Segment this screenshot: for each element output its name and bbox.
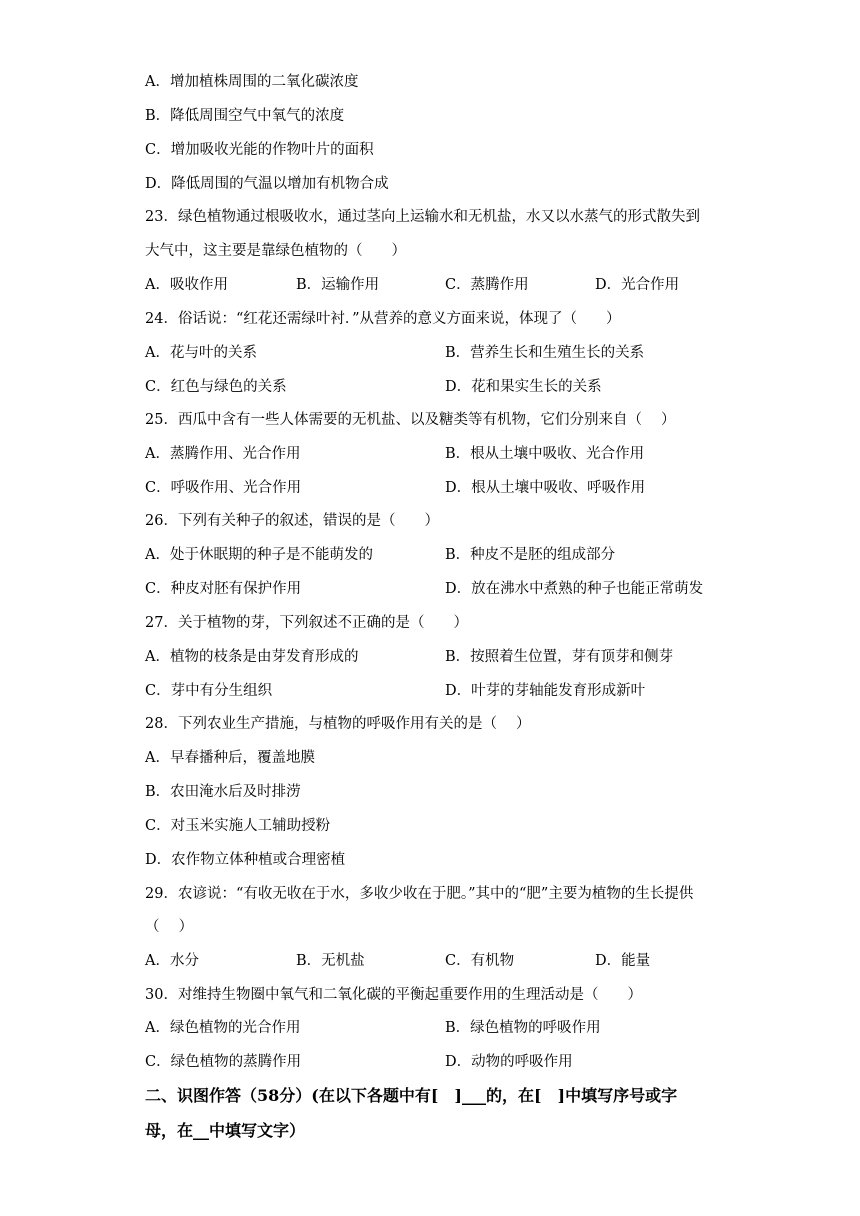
q27-option-c: C．芽中有分生组织 xyxy=(145,683,273,699)
q24-option-d: D．花和果实生长的关系 xyxy=(445,379,602,395)
q22-option-d: D．降低周围的气温以增加有机物合成 xyxy=(145,176,389,192)
section-heading-cont: 母，在__中填写文字） xyxy=(145,1121,306,1140)
question-24-text: 24．俗话说：“红花还需绿叶衬．”从营养的意义方面来说，体现了（ ） xyxy=(145,311,621,327)
question-23-text-cont: 大气中，这主要是靠绿色植物的（ ） xyxy=(145,243,406,259)
question-29-text-cont: （ ） xyxy=(145,919,194,935)
q29-option-a: A．水分 xyxy=(145,953,199,969)
q29-option-b: B．无机盐 xyxy=(296,953,365,969)
question-28-text: 28．下列农业生产措施，与植物的呼吸作用有关的是（ ） xyxy=(145,716,531,732)
q22-option-a: A．增加植株周围的二氧化碳浓度 xyxy=(145,74,359,90)
q22-option-b: B．降低周围空气中氧气的浓度 xyxy=(145,108,345,124)
q26-option-a: A．处于休眠期的种子是不能萌发的 xyxy=(145,547,373,563)
question-27-text: 27．关于植物的芽，下列叙述不正确的是（ ） xyxy=(145,615,468,631)
q30-option-a: A．绿色植物的光合作用 xyxy=(145,1020,301,1036)
q29-option-c: C．有机物 xyxy=(445,953,515,969)
q27-option-a: A．植物的枝条是由芽发育形成的 xyxy=(145,649,359,665)
q22-option-c: C．增加吸收光能的作物叶片的面积 xyxy=(145,142,374,158)
q26-option-b: B．种皮不是胚的组成部分 xyxy=(445,547,616,563)
question-30-text: 30．对维持生物圈中氧气和二氧化碳的平衡起重要作用的生理活动是（ ） xyxy=(145,987,642,1003)
question-25-text: 25．西瓜中含有一些人体需要的无机盐、以及糖类等有机物，它们分别来自（ ） xyxy=(145,412,676,428)
q24-option-c: C．红色与绿色的关系 xyxy=(145,379,287,395)
q30-option-b: B．绿色植物的呼吸作用 xyxy=(445,1020,601,1036)
q27-option-d: D．叶芽的芽轴能发育形成新叶 xyxy=(445,683,646,699)
q30-option-c: C．绿色植物的蒸腾作用 xyxy=(145,1054,302,1070)
q25-option-c: C．呼吸作用、光合作用 xyxy=(145,480,302,496)
question-26-text: 26．下列有关种子的叙述，错误的是（ ） xyxy=(145,513,439,529)
q28-option-b: B．农田淹水后及时排涝 xyxy=(145,784,301,800)
q26-option-c: C．种皮对胚有保护作用 xyxy=(145,581,302,597)
q25-option-b: B．根从土壤中吸收、光合作用 xyxy=(445,446,645,462)
q24-option-a: A．花与叶的关系 xyxy=(145,345,257,361)
q28-option-c: C．对玉米实施人工辅助授粉 xyxy=(145,818,331,834)
question-29-text: 29．农谚说：“有收无收在于水，多收少收在于肥。”其中的“肥”主要为植物的生长提供 xyxy=(145,886,694,902)
section-heading: 二、识图作答（58分）(在以下各题中有[ ]___的，在[ ]中填写序号或字 xyxy=(145,1086,678,1105)
q23-option-b: B．运输作用 xyxy=(296,277,380,293)
q27-option-b: B．按照着生位置，芽有顶芽和侧芽 xyxy=(445,649,674,665)
q29-option-d: D．能量 xyxy=(595,953,651,969)
q25-option-d: D．根从土壤中吸收、呼吸作用 xyxy=(445,480,646,496)
q23-option-d: D．光合作用 xyxy=(595,277,680,293)
q30-option-d: D．动物的呼吸作用 xyxy=(445,1054,573,1070)
question-23-text: 23．绿色植物通过根吸收水，通过茎向上运输水和无机盐，水又以水蒸气的形式散失到 xyxy=(145,209,700,225)
q28-option-d: D．农作物立体种植或合理密植 xyxy=(145,852,346,868)
q28-option-a: A．早春播种后，覆盖地膜 xyxy=(145,750,315,766)
q23-option-a: A．吸收作用 xyxy=(145,277,228,293)
q25-option-a: A．蒸腾作用、光合作用 xyxy=(145,446,301,462)
q24-option-b: B．营养生长和生殖生长的关系 xyxy=(445,345,645,361)
q23-option-c: C．蒸腾作用 xyxy=(445,277,529,293)
q26-option-d: D．放在沸水中煮熟的种子也能正常萌发 xyxy=(445,581,704,597)
